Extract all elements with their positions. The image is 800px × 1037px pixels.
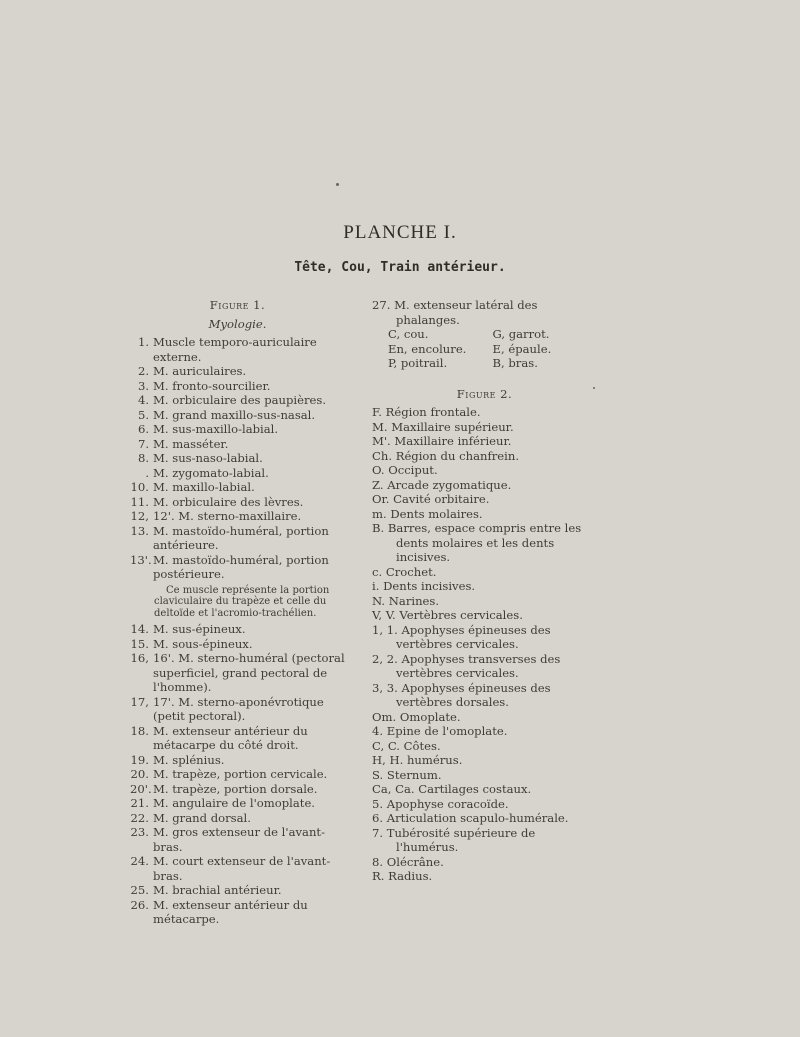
list-item: N. Narines. xyxy=(372,593,440,608)
region-abbreviations xyxy=(372,327,597,371)
list-item: 1, 1. Apophyses épineuses des vertèbres cervicales. xyxy=(372,622,551,651)
list-item: Or. Cavité orbitaire. xyxy=(372,492,490,506)
list-item: S. Sternum. xyxy=(372,767,442,782)
list-item: Om. Omoplate. xyxy=(372,709,461,724)
right-column xyxy=(372,298,597,884)
list-item: 8. Olécrâne. xyxy=(372,854,444,869)
list-item: 22. M. grand dorsal. xyxy=(130,810,251,825)
list-item: F. Région frontale. xyxy=(372,405,481,419)
list-item: R. Radius. xyxy=(372,869,433,883)
list-item: 23. M. gros extenseur de l'avant-bras. xyxy=(130,825,325,854)
abbr-entry: B, bras. xyxy=(492,356,538,370)
list-item: 15. M. sous-épineux. xyxy=(130,636,253,651)
list-item: . M. zygomato-labial. xyxy=(145,465,269,480)
list-item: 5. Apophyse coracoïde. xyxy=(372,796,509,811)
list-item: 6. Articulation scapulo-humérale. xyxy=(372,811,569,825)
list-item: 16, 16'. M. sterno-huméral (pectoral superficiel, grand pectoral de l'homme). xyxy=(130,651,345,694)
list-item: 12, 12'. M. sterno-maxillaire. xyxy=(130,509,302,523)
list-item: 11. M. orbiculaire des lèvres. xyxy=(130,494,304,509)
figure2-section xyxy=(372,387,597,884)
list-item: 4. M. orbiculaire des paupières. xyxy=(137,393,327,407)
list-item: 3, 3. Apophyses épineuses des vertèbres dorsales. xyxy=(372,680,551,709)
list-item: m. Dents molaires. xyxy=(372,506,483,521)
list-item: 19. M. splénius. xyxy=(130,752,225,767)
list-item: 1. Muscle temporo-auriculaire externe. xyxy=(137,335,317,364)
list-item: 2. M. auriculaires. xyxy=(137,364,247,378)
list-item: Ca, Ca. Cartilages costaux. xyxy=(372,782,532,796)
list-item: 5. M. grand maxillo-sus-nasal. xyxy=(137,407,316,422)
figure1-subheading: Myologie. xyxy=(208,316,267,331)
list-item: i. Dents incisives. xyxy=(372,579,476,593)
abbr-entry: P, poitrail. xyxy=(388,356,448,370)
list-item: Ch. Région du chanfrein. xyxy=(372,448,520,463)
list-item: 14. M. sus-épineux. xyxy=(130,622,246,636)
list-item: 27. M. extenseur latéral des phalanges. xyxy=(372,298,538,327)
list-item: M. Maxillaire supérieur. xyxy=(372,419,514,434)
list-item: 17, 17'. M. sterno-aponévrotique (petit pectoral). xyxy=(130,694,324,723)
list-item: 13. M. mastoïdo-huméral, portion antérieure. xyxy=(130,523,329,552)
list-item: Z. Arcade zygomatique. xyxy=(372,477,512,492)
list-item: 10. M. maxillo-labial. xyxy=(130,480,255,494)
abbr-entry: E, épaule. xyxy=(492,341,552,356)
list-item: 7. M. masséter. xyxy=(137,436,229,451)
list-item: O. Occiput. xyxy=(372,463,438,477)
plate-subtitle: Tête, Cou, Train antérieur. xyxy=(294,260,506,275)
figure2-heading: Figure 2. xyxy=(456,386,513,401)
list-item: c. Crochet. xyxy=(372,564,437,579)
plate-title: PLANCHE I. xyxy=(343,222,457,243)
list-item: 25. M. brachial antérieur. xyxy=(130,883,282,897)
list-item: 26. M. extenseur antérieur du métacarpe. xyxy=(130,897,308,926)
list-item: 24. M. court extenseur de l'avant-bras. xyxy=(130,854,331,883)
ink-speck xyxy=(336,183,339,186)
list-item: 6. M. sus-maxillo-labial. xyxy=(137,422,279,436)
list-item: 4. Epine de l'omoplate. xyxy=(372,724,508,738)
list-item: 2, 2. Apophyses transverses des vertèbres cervicales. xyxy=(372,651,561,680)
list-item: V, V. Vertèbres cervicales. xyxy=(372,608,523,622)
abbr-entry: C, cou. xyxy=(388,327,429,341)
list-item: H, H. humérus. xyxy=(372,753,463,767)
abbr-entry: En, encolure. xyxy=(388,341,467,356)
list-item: 8. M. sus-naso-labial. xyxy=(137,451,263,465)
list-item: B. Barres, espace compris entre les dents molaires et les dents incisives. xyxy=(372,521,582,564)
abbr-entry: G, garrot. xyxy=(492,327,550,341)
list-item: 20'. M. trapèze, portion dorsale. xyxy=(130,781,318,796)
list-item: 13'. M. mastoïdo-huméral, portion postérieure. xyxy=(130,552,329,581)
list-item: 21. M. angulaire de l'omoplate. xyxy=(130,796,315,810)
list-item: C, C. Côtes. xyxy=(372,738,441,753)
list-item: M'. Maxillaire inférieur. xyxy=(372,434,512,448)
list-item: 3. M. fronto-sourcilier. xyxy=(137,378,271,393)
figure1-note: Ce muscle représente la portion claviculaire du trapèze et celle du deltoïde et l'acromio-trachélien. xyxy=(154,584,330,619)
list-item: 20. M. trapèze, portion cervicale. xyxy=(130,767,328,781)
list-item: 18. M. extenseur antérieur du métacarpe du côté droit. xyxy=(130,723,308,752)
figure1-heading: Figure 1. xyxy=(209,298,266,312)
list-item: 7. Tubérosité supérieure de l'humérus. xyxy=(372,825,536,854)
left-column xyxy=(130,298,345,927)
